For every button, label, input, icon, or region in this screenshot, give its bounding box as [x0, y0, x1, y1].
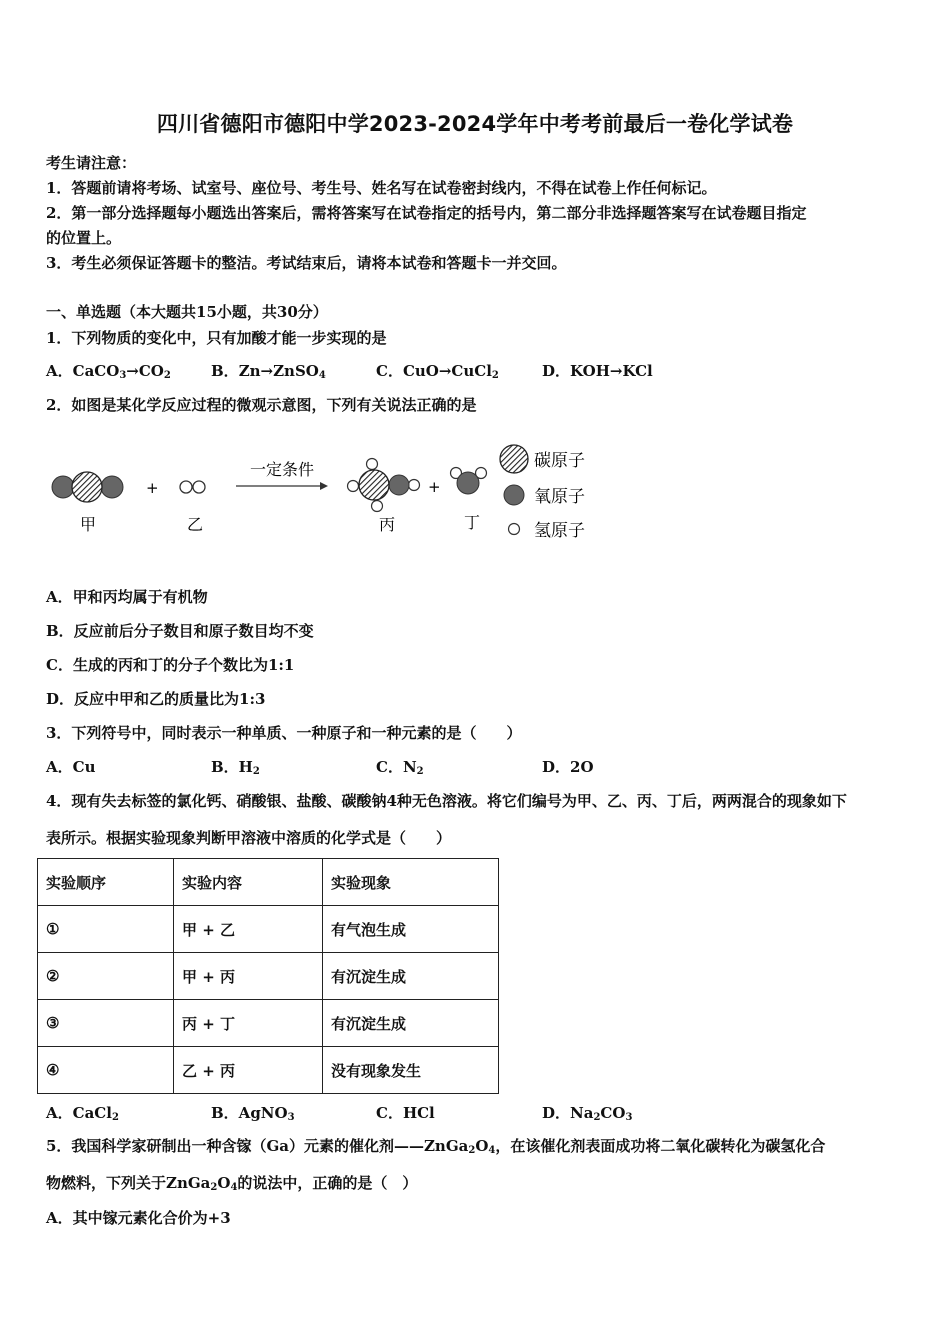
- notice-item-1: 1．答题前请将考场、试室号、座位号、考生号、姓名写在试卷密封线内，不得在试卷上作任何标记。: [46, 179, 717, 197]
- plus-sign-2: +: [428, 478, 441, 496]
- ding-molecule: [451, 468, 487, 495]
- label-bing: 丙: [378, 515, 396, 534]
- label-ding: 丁: [463, 513, 481, 532]
- table-header: 实验顺序: [38, 859, 174, 906]
- q2-option-c: C．生成的丙和丁的分子个数比为1:1: [46, 656, 295, 674]
- q4-option-a: A．CaCl$_2$: [46, 1104, 119, 1123]
- q1-option-b: B．Zn→ZnSO$_4$: [211, 362, 326, 381]
- q3-option-d: D．2O: [542, 758, 594, 776]
- hydrogen-atom-icon: [509, 524, 520, 535]
- table-cell: ③: [38, 1000, 174, 1047]
- notice-item-2: 2．第一部分选择题每小题选出答案后，需将答案写在试卷指定的括号内，第二部分非选择题答案写在试卷题目指定: [46, 204, 807, 222]
- q2-option-a: A．甲和丙均属于有机物: [46, 588, 208, 606]
- table-header: 实验现象: [323, 859, 499, 906]
- table-cell: 甲 + 丙: [174, 953, 323, 1000]
- q1-option-a: A．$CaCO_3\to CO_2$: [46, 362, 171, 381]
- plus-sign-1: +: [146, 479, 159, 497]
- q1-stem: 1．下列物质的变化中，只有加酸才能一步实现的是: [46, 329, 387, 347]
- reaction-diagram: [40, 436, 610, 546]
- q3-option-b: B．$H_2$: [211, 758, 260, 777]
- oxygen-atom-icon: [504, 485, 524, 505]
- label-jia: 甲: [79, 515, 97, 534]
- q2-option-d: D．反应中甲和乙的质量比为1:3: [46, 690, 266, 708]
- label-yi: 乙: [186, 515, 204, 534]
- table-row: [38, 1047, 499, 1094]
- table-cell: ④: [38, 1047, 174, 1094]
- q4-option-d: D．$Na_2CO_3$: [542, 1104, 633, 1123]
- reaction-condition: 一定条件: [249, 460, 315, 479]
- jia-molecule: [52, 472, 123, 502]
- table-row: [38, 1000, 499, 1047]
- table-cell: 甲 + 乙: [174, 906, 323, 953]
- q5-stem-line-1: 5．我国科学家研制出一种含镓（Ga）元素的催化剂$——ZnGa_2O_4$，在该催化剂表面成功将二氧化碳转化为碳氢化合: [46, 1137, 826, 1156]
- table-row: [38, 953, 499, 1000]
- table-cell: 有沉淀生成: [323, 953, 499, 1000]
- experiment-table: [37, 858, 499, 1094]
- table-cell: 乙 + 丙: [174, 1047, 323, 1094]
- q4-stem-line-2: 表所示。根据实验现象判断甲溶液中溶质的化学式是（ ）: [46, 829, 452, 847]
- table-header-row: [38, 859, 499, 906]
- table-cell: ①: [38, 906, 174, 953]
- table-cell: 有气泡生成: [323, 906, 499, 953]
- carbon-atom-icon: [500, 445, 528, 473]
- q1-option-d: D．KOH→KCl: [542, 362, 653, 380]
- q2-option-b: B．反应前后分子数目和原子数目均不变: [46, 622, 314, 640]
- legend-hydrogen: 氢原子: [534, 521, 585, 541]
- q2-stem: 2．如图是某化学反应过程的微观示意图，下列有关说法正确的是: [46, 396, 477, 414]
- yi-molecule: [180, 481, 205, 493]
- table-cell: 有沉淀生成: [323, 1000, 499, 1047]
- table-row: [38, 906, 499, 953]
- notice-heading: 考生请注意：: [46, 154, 137, 172]
- q4-option-c: C．HCl: [376, 1104, 435, 1122]
- q3-stem: 3．下列符号中，同时表示一种单质、一种原子和一种元素的是（ ）: [46, 724, 522, 742]
- bing-molecule: [348, 459, 420, 512]
- q4-option-b: B．AgNO$_3$: [211, 1104, 295, 1123]
- table-cell: 没有现象发生: [323, 1047, 499, 1094]
- q3-option-c: C．$N_2$: [376, 758, 424, 777]
- table-header: 实验内容: [174, 859, 323, 906]
- q3-option-a: A．Cu: [46, 758, 96, 776]
- legend: [500, 445, 585, 541]
- q4-stem-line-1: 4．现有失去标签的氯化钙、硝酸银、盐酸、碳酸钠4种无色溶液。将它们编号为甲、乙、丙、丁后，两两混合的现象如下: [46, 792, 847, 810]
- q5-stem-line-2: 物燃料，下列关于$ZnGa_2O_4$的说法中，正确的是（ ）: [46, 1174, 418, 1193]
- legend-oxygen: 氧原子: [534, 487, 585, 507]
- table-cell: 丙 + 丁: [174, 1000, 323, 1047]
- notice-item-2-cont: 的位置上。: [46, 229, 122, 247]
- page-title: 四川省德阳市德阳中学2023-2024学年中考考前最后一卷化学试卷: [156, 112, 794, 136]
- table-cell: ②: [38, 953, 174, 1000]
- q5-option-a: A．其中镓元素化合价为+3: [46, 1209, 231, 1227]
- section-heading: 一、单选题（本大题共15小题，共30分）: [46, 303, 328, 321]
- notice-item-3: 3．考生必须保证答题卡的整洁。考试结束后，请将本试卷和答题卡一并交回。: [46, 254, 567, 272]
- arrow-head-icon: [320, 482, 328, 490]
- q1-option-c: C．CuO→CuCl$_2$: [376, 362, 499, 381]
- legend-carbon: 碳原子: [534, 451, 585, 471]
